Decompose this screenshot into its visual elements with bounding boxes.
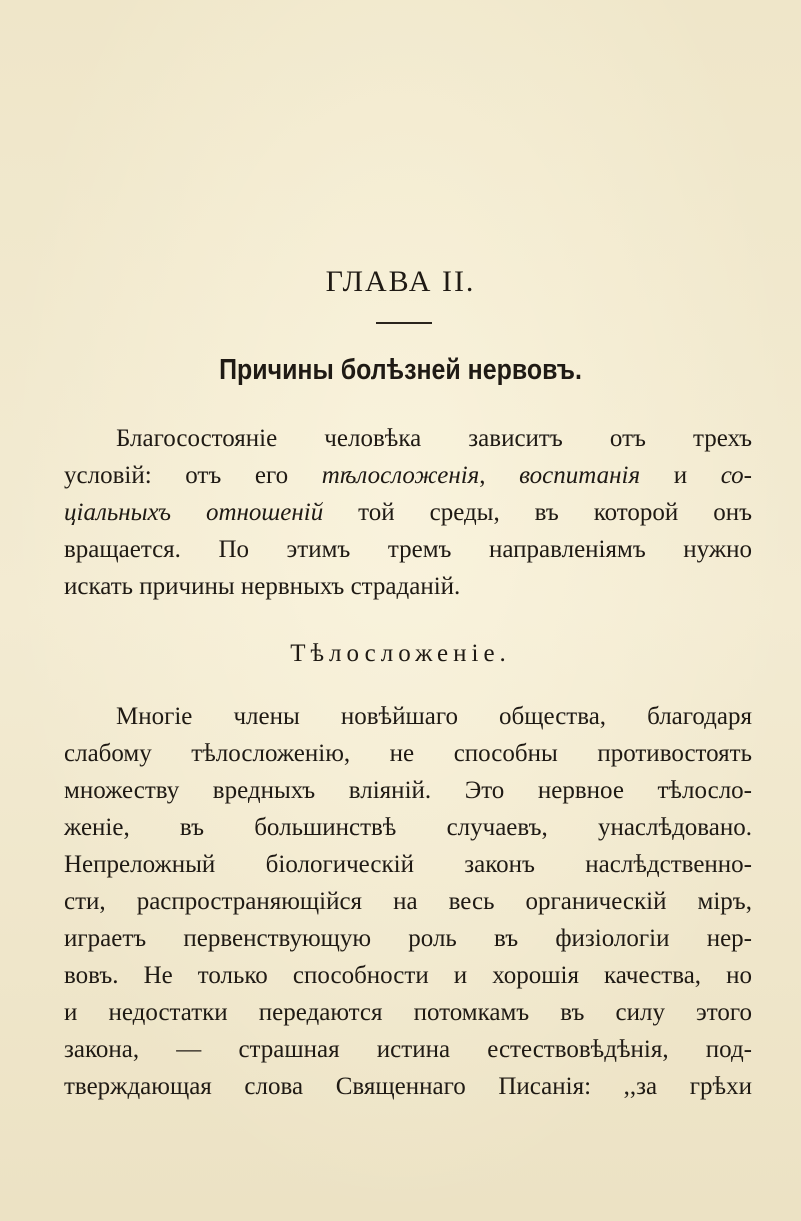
chapter-title: ГЛАВА II. xyxy=(325,265,476,298)
paragraph-2-line-5: Непреложный біологическій законъ наслѣдственно- xyxy=(64,851,752,878)
subsection-heading: Тѣлосложеніе. xyxy=(290,640,511,667)
paragraph-2-line-9: и недостатки передаются потомкамъ въ силу этого xyxy=(64,999,752,1026)
emphasis-term: ціальныхъ отношеній xyxy=(64,499,324,526)
section-title: Причины болѣзней нервовъ. xyxy=(219,354,582,386)
paragraph-2-line-6: сти, распространяющійся на весь органическій міръ, xyxy=(64,888,752,915)
emphasis-term: со- xyxy=(720,462,752,489)
title-divider xyxy=(376,322,432,324)
paragraph-1-line-3: ціальныхъ отношеній той среды, въ которой онъ xyxy=(64,499,753,526)
emphasis-term: воспитанія xyxy=(519,462,641,489)
paragraph-2-line-3: множеству вредныхъ вліяній. Это нервное тѣлосло- xyxy=(64,777,752,804)
paragraph-1-line-2: условій: отъ его тѣлосложенія, воспитанія и со- xyxy=(64,462,752,489)
paragraph-2-line-10: закона, — страшная истина естествовѣдѣнія, под- xyxy=(64,1036,752,1063)
paragraph-1 xyxy=(64,420,752,605)
paragraph-1-line-4: вращается. По этимъ тремъ направленіямъ нужно xyxy=(64,536,752,563)
paragraph-2-line-1: Многіе члены новѣйшаго общества, благодаря xyxy=(116,703,752,730)
paragraph-2-line-4: женіе, въ большинствѣ случаевъ, унаслѣдовано. xyxy=(64,814,752,841)
emphasis-term: тѣлосложенія xyxy=(321,462,480,489)
paragraph-2 xyxy=(64,698,752,1105)
paragraph-1-line-5: искать причины нервныхъ страданій. xyxy=(64,573,461,600)
paragraph-2-line-8: вовъ. Не только способности и хорошія качества, но xyxy=(64,962,752,989)
paragraph-2-line-2: слабому тѣлосложенію, не способны противостоять xyxy=(64,740,752,767)
paragraph-2-line-7: играетъ первенствующую роль въ физіологіи нер- xyxy=(64,925,752,952)
paragraph-1-line-1: Благосостояніе человѣка зависитъ отъ трехъ xyxy=(116,425,752,452)
paragraph-2-line-11: тверждающая слова Священнаго Писанія: ,,за грѣхи xyxy=(64,1073,752,1100)
